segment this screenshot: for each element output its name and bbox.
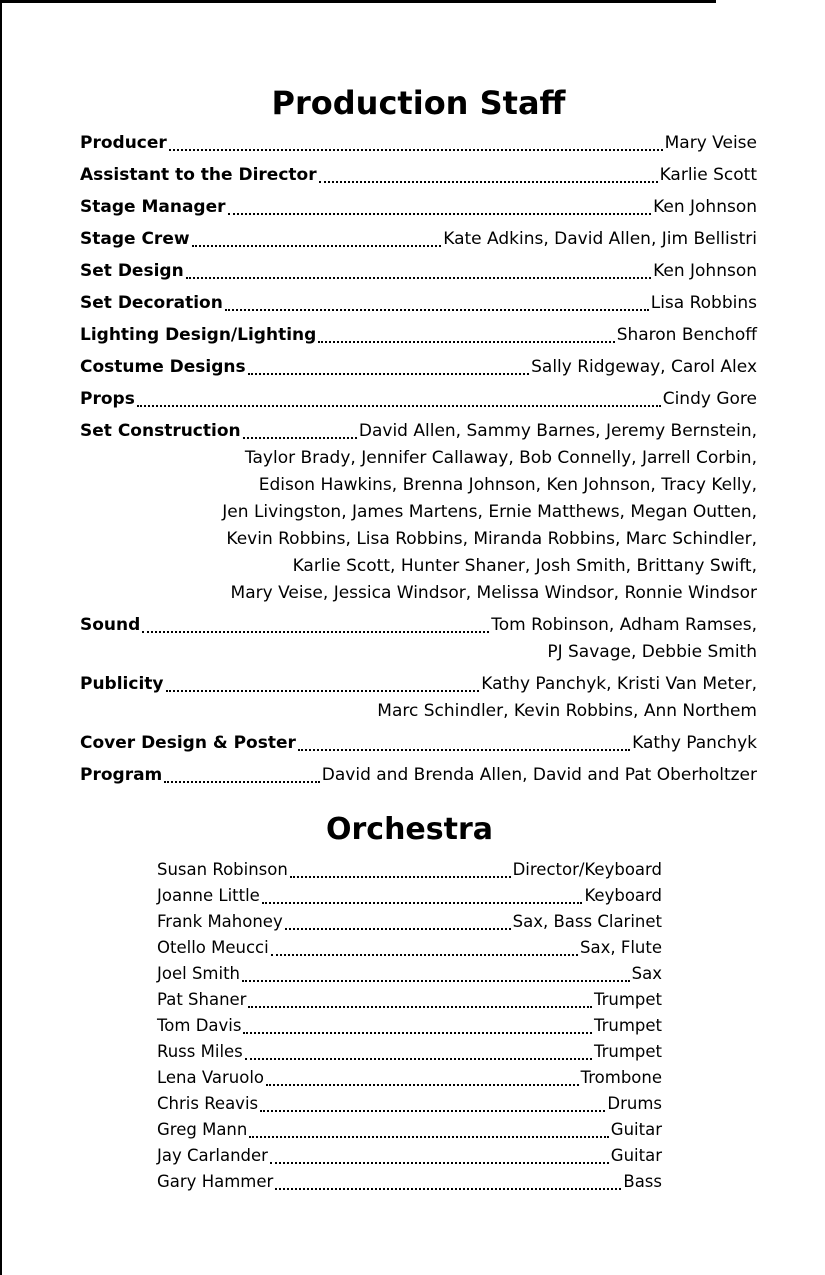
staff-entry-row xyxy=(80,762,757,789)
musician-name: Joel Smith xyxy=(157,964,240,983)
staff-names: Mary Veise xyxy=(664,133,757,153)
staff-entry-row xyxy=(80,322,757,349)
staff-names-continued: Edison Hawkins, Brenna Johnson, Ken Johnson, Tracy Kelly, xyxy=(258,475,757,495)
instrument-role: Guitar xyxy=(610,1146,662,1165)
staff-role-label: Assistant to the Director xyxy=(80,165,317,185)
staff-entry xyxy=(80,418,757,607)
staff-role-label: Producer xyxy=(80,133,167,153)
staff-names-continued: Mary Veise, Jessica Windsor, Melissa Windsor, Ronnie Windsor xyxy=(230,583,757,603)
musician-name: Greg Mann xyxy=(157,1120,248,1139)
musician-name: Susan Robinson xyxy=(157,860,288,879)
staff-role-label: Set Design xyxy=(80,261,184,281)
staff-names: Kathy Panchyk, Kristi Van Meter, xyxy=(481,674,757,694)
dot-leader xyxy=(228,213,652,215)
staff-entry xyxy=(80,130,757,157)
staff-names-continued: PJ Savage, Debbie Smith xyxy=(547,642,757,662)
staff-names: Karlie Scott xyxy=(659,165,757,185)
staff-names: Tom Robinson, Adham Ramses, xyxy=(491,615,757,635)
dot-leader xyxy=(242,980,630,982)
dot-leader xyxy=(285,928,511,930)
staff-entry-row xyxy=(80,671,757,698)
staff-role-label: Cover Design & Poster xyxy=(80,733,296,753)
instrument-role: Keyboard xyxy=(584,886,662,905)
dot-leader xyxy=(225,309,649,311)
staff-names: Ken Johnson xyxy=(653,261,757,281)
staff-entry xyxy=(80,194,757,221)
musician-name: Gary Hammer xyxy=(157,1172,274,1191)
orchestra-row xyxy=(157,961,662,987)
staff-names-continued: Marc Schindler, Kevin Robbins, Ann Northem xyxy=(377,701,757,721)
musician-name: Joanne Little xyxy=(157,886,260,905)
orchestra-row xyxy=(157,1039,662,1065)
staff-names-continued: Taylor Brady, Jennifer Callaway, Bob Connelly, Jarrell Corbin, xyxy=(244,448,757,468)
staff-entry xyxy=(80,612,757,666)
orchestra-row xyxy=(157,1143,662,1169)
staff-entry-row xyxy=(80,386,757,413)
dot-leader xyxy=(243,1032,591,1034)
staff-role-label: Set Construction xyxy=(80,421,241,441)
musician-name: Otello Meucci xyxy=(157,938,269,957)
staff-names: Ken Johnson xyxy=(653,197,757,217)
dot-leader xyxy=(275,1188,621,1190)
staff-names: Kate Adkins, David Allen, Jim Bellistri xyxy=(443,229,757,249)
scan-artifact-top-line xyxy=(0,0,716,3)
staff-names-continued: Karlie Scott, Hunter Shaner, Josh Smith, Brittany Swift, xyxy=(292,556,757,576)
staff-names: Kathy Panchyk xyxy=(632,733,757,753)
dot-leader xyxy=(137,405,661,407)
dot-leader xyxy=(290,876,511,878)
instrument-role: Director/Keyboard xyxy=(512,860,662,879)
staff-names: David and Brenda Allen, David and Pat Oberholtzer xyxy=(321,765,757,785)
staff-role-label: Sound xyxy=(80,615,141,635)
staff-role-label: Lighting Design/Lighting xyxy=(80,325,317,345)
staff-names-continued: Kevin Robbins, Lisa Robbins, Miranda Robbins, Marc Schindler, xyxy=(226,529,757,549)
production-staff-list xyxy=(80,130,757,794)
musician-name: Frank Mahoney xyxy=(157,912,283,931)
instrument-role: Trumpet xyxy=(593,990,662,1009)
dot-leader xyxy=(164,781,320,783)
dot-leader xyxy=(318,341,614,343)
staff-role-label: Publicity xyxy=(80,674,164,694)
musician-name: Chris Reavis xyxy=(157,1094,259,1113)
staff-entry xyxy=(80,762,757,789)
dot-leader xyxy=(186,277,651,279)
staff-role-label: Set Decoration xyxy=(80,293,223,313)
instrument-role: Sax xyxy=(631,964,662,983)
staff-entry-row xyxy=(80,418,757,445)
staff-entry-row xyxy=(80,226,757,253)
dot-leader xyxy=(271,954,578,956)
musician-name: Lena Varuolo xyxy=(157,1068,265,1087)
staff-names: Sally Ridgeway, Carol Alex xyxy=(531,357,757,377)
staff-entry-row xyxy=(80,194,757,221)
staff-entry-row xyxy=(80,612,757,639)
dot-leader xyxy=(192,245,442,247)
dot-leader xyxy=(248,1006,591,1008)
scan-artifact-left-line xyxy=(0,0,2,1275)
staff-names: Sharon Benchoff xyxy=(616,325,757,345)
instrument-role: Sax, Flute xyxy=(580,938,662,957)
instrument-role: Sax, Bass Clarinet xyxy=(512,912,662,931)
staff-entry xyxy=(80,322,757,349)
dot-leader xyxy=(262,902,583,904)
orchestra-row xyxy=(157,883,662,909)
dot-leader xyxy=(248,373,529,375)
staff-role-label: Costume Designs xyxy=(80,357,246,377)
instrument-role: Drums xyxy=(607,1094,662,1113)
dot-leader xyxy=(298,749,630,751)
instrument-role: Bass xyxy=(623,1172,662,1191)
musician-name: Tom Davis xyxy=(157,1016,242,1035)
dot-leader xyxy=(169,149,663,151)
staff-entry xyxy=(80,290,757,317)
staff-entry-row xyxy=(80,258,757,285)
staff-role-label: Program xyxy=(80,765,163,785)
staff-entry xyxy=(80,226,757,253)
orchestra-row xyxy=(157,1169,662,1195)
staff-entry xyxy=(80,354,757,381)
staff-entry xyxy=(80,386,757,413)
staff-entry xyxy=(80,671,757,725)
instrument-role: Trumpet xyxy=(593,1016,662,1035)
production-staff-title: Production Staff xyxy=(271,84,566,122)
staff-entry xyxy=(80,258,757,285)
orchestra-row xyxy=(157,909,662,935)
orchestra-row xyxy=(157,1091,662,1117)
dot-leader xyxy=(166,690,480,692)
dot-leader xyxy=(142,631,489,633)
dot-leader xyxy=(260,1110,605,1112)
staff-role-label: Stage Crew xyxy=(80,229,190,249)
instrument-role: Guitar xyxy=(610,1120,662,1139)
orchestra-title: Orchestra xyxy=(325,812,494,847)
instrument-role: Trumpet xyxy=(593,1042,662,1061)
musician-name: Russ Miles xyxy=(157,1042,243,1061)
dot-leader xyxy=(319,181,658,183)
staff-names-continued: Jen Livingston, James Martens, Ernie Matthews, Megan Outten, xyxy=(222,502,757,522)
orchestra-row xyxy=(157,1065,662,1091)
dot-leader xyxy=(266,1084,579,1086)
staff-names: David Allen, Sammy Barnes, Jeremy Bernstein, xyxy=(358,421,757,441)
staff-entry-row xyxy=(80,130,757,157)
orchestra-row xyxy=(157,1117,662,1143)
staff-role-label: Props xyxy=(80,389,135,409)
dot-leader xyxy=(245,1058,592,1060)
musician-name: Jay Carlander xyxy=(157,1146,268,1165)
orchestra-row xyxy=(157,1013,662,1039)
staff-names: Cindy Gore xyxy=(662,389,757,409)
staff-names: Lisa Robbins xyxy=(650,293,757,313)
dot-leader xyxy=(249,1136,608,1138)
instrument-role: Trombone xyxy=(580,1068,662,1087)
orchestra-list xyxy=(157,857,662,1195)
staff-entry-row xyxy=(80,354,757,381)
dot-leader xyxy=(243,437,357,439)
staff-entry xyxy=(80,730,757,757)
staff-entry xyxy=(80,162,757,189)
staff-entry-row xyxy=(80,162,757,189)
staff-entry-row xyxy=(80,290,757,317)
staff-entry-row xyxy=(80,730,757,757)
orchestra-row xyxy=(157,857,662,883)
staff-role-label: Stage Manager xyxy=(80,197,226,217)
orchestra-row xyxy=(157,935,662,961)
dot-leader xyxy=(270,1162,609,1164)
musician-name: Pat Shaner xyxy=(157,990,247,1009)
orchestra-row xyxy=(157,987,662,1013)
